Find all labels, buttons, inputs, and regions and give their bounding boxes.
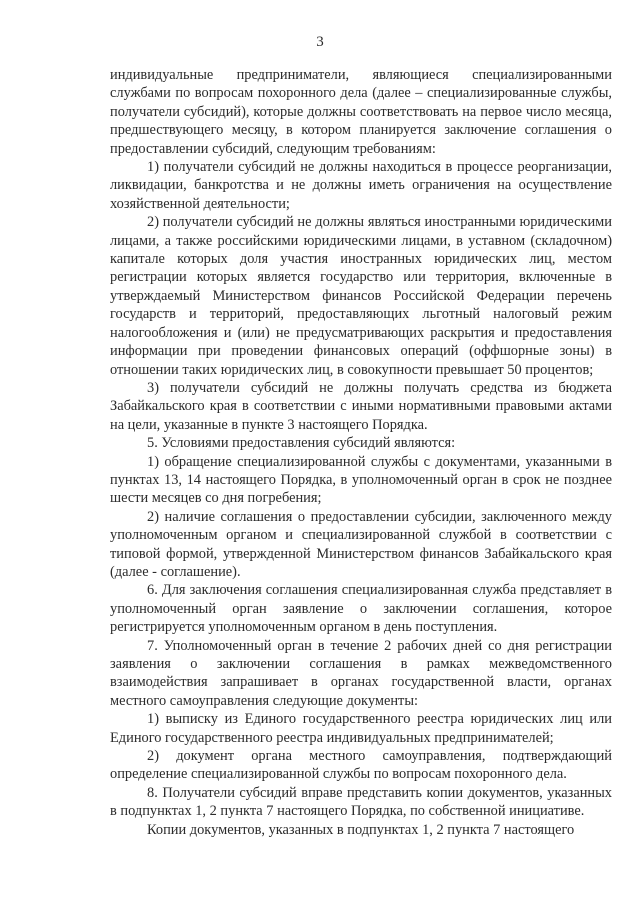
paragraph-requirement-3: 3) получатели субсидий не должны получать средства из бюджета Забайкальского края в соответствии с иными нормативными правовыми актами на цели, указанные в пункте 3 настоящего Порядка. [110, 379, 612, 433]
paragraph-document-1: 1) выписку из Единого государственного реестра юридических лиц или Единого государственного реестра индивидуальных предпринимателей; [110, 711, 612, 746]
paragraph-section-7: 7. Уполномоченный орган в течение 2 рабочих дней со дня регистрации заявления о заключении соглашения в рамках межведомственного взаимодействия запрашивает в органах государственной власти, органах местного самоуправления следующие документы: [110, 637, 612, 709]
paragraph-section-6: 6. Для заключения соглашения специализированная служба представляет в уполномоченный орган заявление о заключении соглашения, которое регистрируется уполномоченным органом в день поступления. [110, 582, 612, 636]
paragraph-requirement-1: 1) получатели субсидий не должны находиться в процессе реорганизации, ликвидации, банкротства и не должны иметь ограничения на осуществление хозяйственной деятельности; [110, 159, 612, 212]
page-number: 3 [316, 34, 324, 50]
paragraph-document-2: 2) документ органа местного самоуправления, подтверждающий определение специализированной службы по вопросам похоронного дела. [110, 748, 612, 783]
paragraph-condition-1: 1) обращение специализированной службы с документами, указанными в пунктах 13, 14 настоящего Порядка, в уполномоченный орган в срок не позднее шести месяцев со дня погребения; [110, 453, 612, 507]
paragraph-requirement-2: 2) получатели субсидий не должны являться иностранными юридическими лицами, а также российскими юридическими лицами, в уставном (складочном) капитале которых доля участия иностранных юридических лиц, местом регистрации которых является государство или территория, включенные в утверждаемый Министерством финансов Российской Федерации перечень государств и территорий, предоставляющих льготный налоговый режим налогообложения и (или) не предусматривающих раскрытия и предоставления информации при проведении финансовых операций (оффшорные зоны) в отношении таких юридических лиц, в совокупности превышает 50 процентов; [110, 214, 612, 378]
document-body [110, 66, 612, 839]
paragraph-section-5: 5. Условиями предоставления субсидий являются: [147, 435, 456, 452]
paragraph-continuation: индивидуальные предприниматели, являющиеся специализированными службами по вопросам похоронного дела (далее – специализированные службы, получатели субсидий), которые должны соответствовать на первое число месяца, предшествующего месяцу, в котором планируется заключение соглашения о предоставлении субсидий, следующим требованиям: [110, 67, 612, 157]
paragraph-condition-2: 2) наличие соглашения о предоставлении субсидии, заключенного между уполномоченным органом и специализированной службой в соответствии с типовой формой, утвержденной Министерством финансов Забайкальского края (далее - соглашение). [110, 508, 612, 580]
paragraph-section-8: 8. Получатели субсидий вправе представить копии документов, указанных в подпунктах 1, 2 пункта 7 настоящего Порядка, по собственной инициативе. [110, 784, 612, 820]
paragraph-copies: Копии документов, указанных в подпунктах 1, 2 пункта 7 настоящего [147, 821, 575, 838]
